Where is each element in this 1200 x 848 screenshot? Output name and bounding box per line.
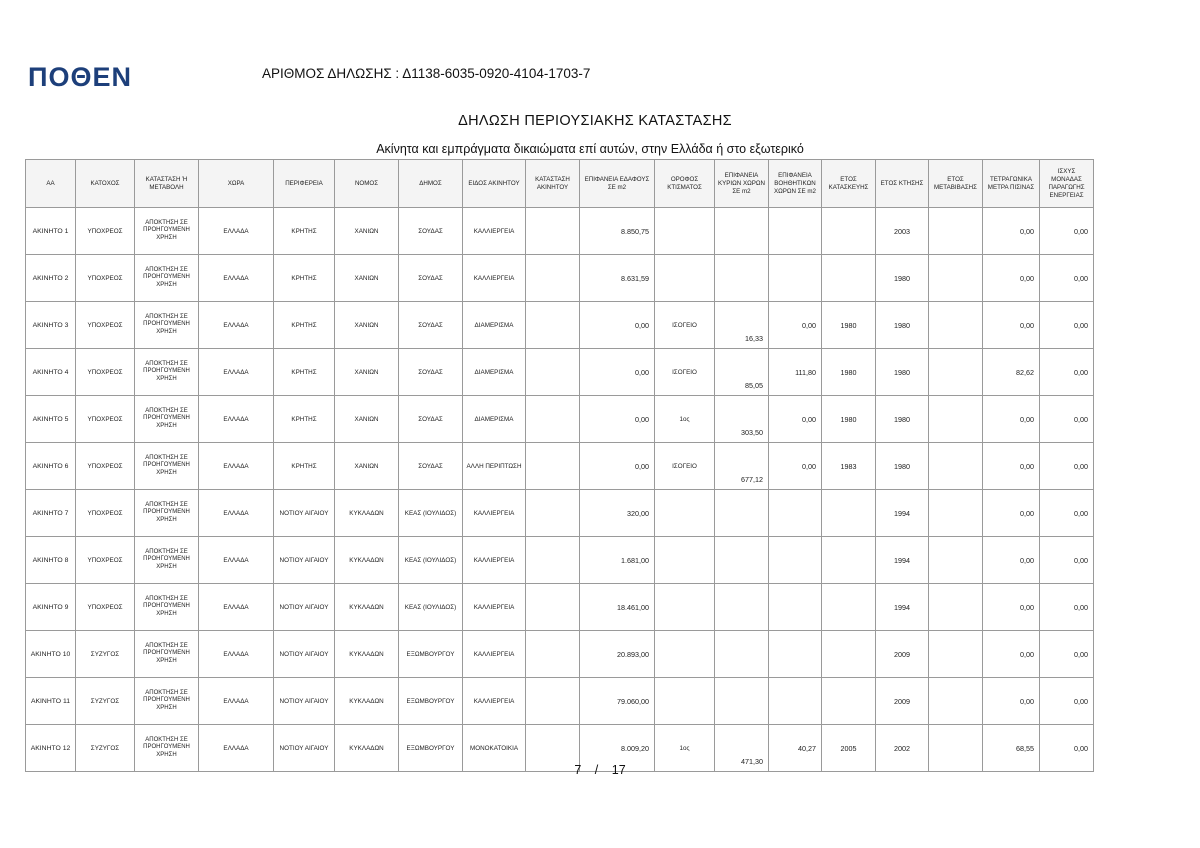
assets-table bbox=[25, 159, 1094, 772]
table-cell bbox=[822, 208, 876, 255]
page-separator: / bbox=[594, 763, 599, 777]
table-cell: ΣΟΥΔΑΣ bbox=[399, 443, 463, 490]
table-cell: ΣΥΖΥΓΟΣ bbox=[76, 631, 135, 678]
table-cell bbox=[822, 255, 876, 302]
table-cell bbox=[822, 678, 876, 725]
table-cell: 0,00 bbox=[580, 396, 655, 443]
table-cell: ΣΟΥΔΑΣ bbox=[399, 396, 463, 443]
table-cell: ΣΥΖΥΓΟΣ bbox=[76, 678, 135, 725]
table-cell: 2005 bbox=[822, 725, 876, 772]
table-cell: ΚΡΗΤΗΣ bbox=[274, 255, 335, 302]
table-cell: ΚΑΛΛΙΕΡΓΕΙΑ bbox=[463, 208, 526, 255]
table-cell bbox=[769, 255, 822, 302]
table-cell: ΑΠΟΚΤΗΣΗ ΣΕ ΠΡΟΗΓΟΥΜΕΝΗ ΧΡΗΣΗ bbox=[135, 255, 199, 302]
document-subtitle: Ακίνητα και εμπράγματα δικαιώματα επί αυτών, στην Ελλάδα ή στο εξωτερικό bbox=[376, 142, 804, 156]
table-cell bbox=[769, 208, 822, 255]
table-cell: ΝΟΤΙΟΥ ΑΙΓΑΙΟΥ bbox=[274, 725, 335, 772]
table-cell: ΑΚΙΝΗΤΟ 3 bbox=[26, 302, 76, 349]
table-cell: ΑΚΙΝΗΤΟ 7 bbox=[26, 490, 76, 537]
table-cell: 0,00 bbox=[1040, 631, 1094, 678]
table-cell bbox=[715, 678, 769, 725]
table-cell: 79.060,00 bbox=[580, 678, 655, 725]
table-cell: ΚΥΚΛΑΔΩΝ bbox=[335, 537, 399, 584]
table-cell: ΑΛΛΗ ΠΕΡΙΠΤΩΣΗ bbox=[463, 443, 526, 490]
table-cell: ΥΠΟΧΡΕΟΣ bbox=[76, 208, 135, 255]
column-header: ΕΤΟΣ ΚΑΤΑΣΚΕΥΗΣ bbox=[822, 160, 876, 208]
table-cell: ΑΠΟΚΤΗΣΗ ΣΕ ΠΡΟΗΓΟΥΜΕΝΗ ΧΡΗΣΗ bbox=[135, 490, 199, 537]
table-cell bbox=[769, 490, 822, 537]
table-cell: 0,00 bbox=[983, 678, 1040, 725]
column-header: ΚΑΤΑΣΤΑΣΗ Ή ΜΕΤΑΒΟΛΗ bbox=[135, 160, 199, 208]
table-cell: ΕΛΛΑΔΑ bbox=[199, 396, 274, 443]
table-cell bbox=[655, 490, 715, 537]
table-cell: ΙΣΟΓΕΙΟ bbox=[655, 349, 715, 396]
table-cell: ΧΑΝΙΩΝ bbox=[335, 396, 399, 443]
table-cell: 1980 bbox=[822, 302, 876, 349]
table-cell: 1980 bbox=[876, 302, 929, 349]
table-cell: ΔΙΑΜΕΡΙΣΜΑ bbox=[463, 302, 526, 349]
table-cell: ΕΛΛΑΔΑ bbox=[199, 725, 274, 772]
table-cell: 40,27 bbox=[769, 725, 822, 772]
table-cell: ΝΟΤΙΟΥ ΑΙΓΑΙΟΥ bbox=[274, 631, 335, 678]
table-cell bbox=[526, 584, 580, 631]
table-cell: ΣΟΥΔΑΣ bbox=[399, 302, 463, 349]
table-cell: 2009 bbox=[876, 678, 929, 725]
table-cell: 0,00 bbox=[1040, 584, 1094, 631]
table-cell: ΜΟΝΟΚΑΤΟΙΚΙΑ bbox=[463, 725, 526, 772]
table-cell: ΑΠΟΚΤΗΣΗ ΣΕ ΠΡΟΗΓΟΥΜΕΝΗ ΧΡΗΣΗ bbox=[135, 584, 199, 631]
page-total: 17 bbox=[611, 763, 626, 777]
table-cell: ΑΚΙΝΗΤΟ 10 bbox=[26, 631, 76, 678]
column-header: ΝΟΜΟΣ bbox=[335, 160, 399, 208]
page-current: 7 bbox=[574, 763, 582, 777]
column-header: ΙΣΧΥΣ ΜΟΝΑΔΑΣ ΠΑΡΑΓΩΓΗΣ ΕΝΕΡΓΕΙΑΣ bbox=[1040, 160, 1094, 208]
table-cell: ΥΠΟΧΡΕΟΣ bbox=[76, 443, 135, 490]
table-cell: ΕΛΛΑΔΑ bbox=[199, 255, 274, 302]
table-row bbox=[26, 631, 1094, 678]
header-row bbox=[26, 160, 1094, 208]
table-cell: 0,00 bbox=[1040, 302, 1094, 349]
table-row bbox=[26, 490, 1094, 537]
table-cell: 0,00 bbox=[580, 443, 655, 490]
column-header: ΤΕΤΡΑΓΩΝΙΚΑ ΜΕΤΡΑ ΠΙΣΙΝΑΣ bbox=[983, 160, 1040, 208]
table-cell bbox=[929, 490, 983, 537]
table-cell: ΧΑΝΙΩΝ bbox=[335, 349, 399, 396]
table-row bbox=[26, 255, 1094, 302]
table-cell: ΙΣΟΓΕΙΟ bbox=[655, 443, 715, 490]
table-cell: 0,00 bbox=[983, 302, 1040, 349]
table-row bbox=[26, 302, 1094, 349]
table-cell: ΔΙΑΜΕΡΙΣΜΑ bbox=[463, 396, 526, 443]
table-cell bbox=[526, 396, 580, 443]
table-cell: ΧΑΝΙΩΝ bbox=[335, 208, 399, 255]
table-cell: 85,05 bbox=[715, 349, 769, 396]
table-cell: 1980 bbox=[876, 349, 929, 396]
table-cell: ΙΣΟΓΕΙΟ bbox=[655, 302, 715, 349]
table-cell: ΚΕΑΣ (ΙΟΥΛΙΔΟΣ) bbox=[399, 490, 463, 537]
table-cell: ΧΑΝΙΩΝ bbox=[335, 443, 399, 490]
table-cell: ΑΚΙΝΗΤΟ 9 bbox=[26, 584, 76, 631]
table-cell: ΑΚΙΝΗΤΟ 11 bbox=[26, 678, 76, 725]
table-cell bbox=[929, 349, 983, 396]
table-cell bbox=[929, 537, 983, 584]
table-cell: ΑΠΟΚΤΗΣΗ ΣΕ ΠΡΟΗΓΟΥΜΕΝΗ ΧΡΗΣΗ bbox=[135, 631, 199, 678]
table-cell: 471,30 bbox=[715, 725, 769, 772]
logo bbox=[28, 62, 132, 93]
table-cell: 0,00 bbox=[983, 255, 1040, 302]
table-cell: ΚΥΚΛΑΔΩΝ bbox=[335, 678, 399, 725]
table-cell bbox=[526, 208, 580, 255]
table-cell bbox=[822, 631, 876, 678]
table-cell bbox=[769, 537, 822, 584]
table-cell bbox=[526, 349, 580, 396]
table-cell: ΚΥΚΛΑΔΩΝ bbox=[335, 725, 399, 772]
table-cell: 0,00 bbox=[983, 443, 1040, 490]
table-cell: 16,33 bbox=[715, 302, 769, 349]
column-header: ΚΑΤΑΣΤΑΣΗ ΑΚΙΝΗΤΟΥ bbox=[526, 160, 580, 208]
table-cell bbox=[929, 678, 983, 725]
column-header: ΟΡΟΦΟΣ ΚΤΙΣΜΑΤΟΣ bbox=[655, 160, 715, 208]
table-cell: 8.009,20 bbox=[580, 725, 655, 772]
table-cell bbox=[526, 631, 580, 678]
column-header: ΔΗΜΟΣ bbox=[399, 160, 463, 208]
table-cell: ΧΑΝΙΩΝ bbox=[335, 255, 399, 302]
column-header: ΕΤΟΣ ΜΕΤΑΒΙΒΑΣΗΣ bbox=[929, 160, 983, 208]
table-cell: ΕΞΩΜΒΟΥΡΓΟΥ bbox=[399, 631, 463, 678]
document-title: ΔΗΛΩΣΗ ΠΕΡΙΟΥΣΙΑΚΗΣ ΚΑΤΑΣΤΑΣΗΣ bbox=[458, 113, 732, 129]
table-cell bbox=[526, 302, 580, 349]
table-cell: 320,00 bbox=[580, 490, 655, 537]
table-cell: ΕΞΩΜΒΟΥΡΓΟΥ bbox=[399, 725, 463, 772]
table-cell bbox=[822, 584, 876, 631]
table-cell bbox=[526, 255, 580, 302]
table-cell: 0,00 bbox=[1040, 255, 1094, 302]
table-cell: 1ος bbox=[655, 725, 715, 772]
table-cell bbox=[769, 584, 822, 631]
table-cell: ΑΠΟΚΤΗΣΗ ΣΕ ΠΡΟΗΓΟΥΜΕΝΗ ΧΡΗΣΗ bbox=[135, 443, 199, 490]
table-cell: 111,80 bbox=[769, 349, 822, 396]
table-cell: ΕΛΛΑΔΑ bbox=[199, 443, 274, 490]
table-cell: ΝΟΤΙΟΥ ΑΙΓΑΙΟΥ bbox=[274, 678, 335, 725]
table-cell: ΕΛΛΑΔΑ bbox=[199, 631, 274, 678]
table-row bbox=[26, 678, 1094, 725]
table-cell bbox=[769, 678, 822, 725]
table-cell: ΚΑΛΛΙΕΡΓΕΙΑ bbox=[463, 631, 526, 678]
table-cell: ΑΚΙΝΗΤΟ 6 bbox=[26, 443, 76, 490]
table-cell bbox=[929, 208, 983, 255]
table-cell: ΚΑΛΛΙΕΡΓΕΙΑ bbox=[463, 678, 526, 725]
column-header: ΕΤΟΣ ΚΤΗΣΗΣ bbox=[876, 160, 929, 208]
table-cell bbox=[655, 255, 715, 302]
table-cell: ΚΑΛΛΙΕΡΓΕΙΑ bbox=[463, 490, 526, 537]
table-cell bbox=[655, 584, 715, 631]
table-cell bbox=[929, 396, 983, 443]
table-cell: ΕΛΛΑΔΑ bbox=[199, 302, 274, 349]
table-cell: 0,00 bbox=[769, 443, 822, 490]
table-cell bbox=[715, 631, 769, 678]
table-cell: ΚΕΑΣ (ΙΟΥΛΙΔΟΣ) bbox=[399, 584, 463, 631]
table-cell: ΑΠΟΚΤΗΣΗ ΣΕ ΠΡΟΗΓΟΥΜΕΝΗ ΧΡΗΣΗ bbox=[135, 725, 199, 772]
table-cell: ΕΛΛΑΔΑ bbox=[199, 678, 274, 725]
table-cell: ΥΠΟΧΡΕΟΣ bbox=[76, 537, 135, 584]
table-cell bbox=[655, 208, 715, 255]
table-cell bbox=[822, 490, 876, 537]
table-cell: 0,00 bbox=[983, 537, 1040, 584]
table-row bbox=[26, 208, 1094, 255]
table-cell: ΣΟΥΔΑΣ bbox=[399, 255, 463, 302]
table-cell bbox=[715, 584, 769, 631]
table-cell: ΚΥΚΛΑΔΩΝ bbox=[335, 584, 399, 631]
table-cell: 0,00 bbox=[1040, 678, 1094, 725]
table-cell: ΑΚΙΝΗΤΟ 1 bbox=[26, 208, 76, 255]
pagination bbox=[0, 763, 1200, 777]
table-cell: 677,12 bbox=[715, 443, 769, 490]
table-header bbox=[26, 160, 1094, 208]
table-cell: ΑΚΙΝΗΤΟ 4 bbox=[26, 349, 76, 396]
table-row bbox=[26, 349, 1094, 396]
table-cell: 1994 bbox=[876, 584, 929, 631]
table-cell: 0,00 bbox=[983, 396, 1040, 443]
table-cell: ΣΟΥΔΑΣ bbox=[399, 208, 463, 255]
table-cell: 0,00 bbox=[1040, 490, 1094, 537]
column-header: ΕΠΙΦΑΝΕΙΑ ΒΟΗΘΗΤΙΚΩΝ ΧΩΡΩΝ ΣΕ m2 bbox=[769, 160, 822, 208]
table-cell: ΣΥΖΥΓΟΣ bbox=[76, 725, 135, 772]
table-cell: 20.893,00 bbox=[580, 631, 655, 678]
table-cell: ΥΠΟΧΡΕΟΣ bbox=[76, 302, 135, 349]
table-cell: 8.631,59 bbox=[580, 255, 655, 302]
table-cell: 0,00 bbox=[1040, 537, 1094, 584]
table-cell bbox=[929, 631, 983, 678]
table-cell: 1983 bbox=[822, 443, 876, 490]
table-cell: 1980 bbox=[876, 255, 929, 302]
table-cell: ΚΡΗΤΗΣ bbox=[274, 208, 335, 255]
table-cell: ΕΛΛΑΔΑ bbox=[199, 208, 274, 255]
table-cell bbox=[655, 678, 715, 725]
table-cell bbox=[929, 255, 983, 302]
column-header: ΧΩΡΑ bbox=[199, 160, 274, 208]
table-cell: ΑΠΟΚΤΗΣΗ ΣΕ ΠΡΟΗΓΟΥΜΕΝΗ ΧΡΗΣΗ bbox=[135, 349, 199, 396]
table-cell: ΚΡΗΤΗΣ bbox=[274, 349, 335, 396]
table-cell bbox=[526, 678, 580, 725]
table-row bbox=[26, 396, 1094, 443]
column-header: ΕΙΔΟΣ ΑΚΙΝΗΤΟΥ bbox=[463, 160, 526, 208]
table-cell: ΑΚΙΝΗΤΟ 12 bbox=[26, 725, 76, 772]
table-cell bbox=[822, 537, 876, 584]
table-cell: ΣΟΥΔΑΣ bbox=[399, 349, 463, 396]
table-cell bbox=[715, 255, 769, 302]
table-cell: 1980 bbox=[822, 349, 876, 396]
table-cell: 2003 bbox=[876, 208, 929, 255]
table-cell: ΥΠΟΧΡΕΟΣ bbox=[76, 490, 135, 537]
table-cell: ΚΑΛΛΙΕΡΓΕΙΑ bbox=[463, 584, 526, 631]
table-cell: ΥΠΟΧΡΕΟΣ bbox=[76, 396, 135, 443]
table-cell: ΕΛΛΑΔΑ bbox=[199, 490, 274, 537]
table-cell: 1.681,00 bbox=[580, 537, 655, 584]
table-cell: 82,62 bbox=[983, 349, 1040, 396]
table-cell: ΚΑΛΛΙΕΡΓΕΙΑ bbox=[463, 255, 526, 302]
table-cell: 0,00 bbox=[1040, 725, 1094, 772]
declaration-number: Δ1138-6035-0920-4104-1703-7 bbox=[402, 66, 591, 81]
column-header: ΚΑΤΟΧΟΣ bbox=[76, 160, 135, 208]
table-cell: ΕΞΩΜΒΟΥΡΓΟΥ bbox=[399, 678, 463, 725]
table-cell bbox=[655, 537, 715, 584]
table-cell: 0,00 bbox=[1040, 396, 1094, 443]
table-cell bbox=[526, 443, 580, 490]
table-cell: ΚΥΚΛΑΔΩΝ bbox=[335, 631, 399, 678]
declaration-number-line bbox=[262, 66, 590, 81]
table-cell: 0,00 bbox=[580, 349, 655, 396]
table-cell: 0,00 bbox=[1040, 349, 1094, 396]
column-header: ΕΠΙΦΑΝΕΙΑ ΕΔΑΦΟΥΣ ΣΕ m2 bbox=[580, 160, 655, 208]
table-cell: ΝΟΤΙΟΥ ΑΙΓΑΙΟΥ bbox=[274, 490, 335, 537]
column-header: ΕΠΙΦΑΝΕΙΑ ΚΥΡΙΩΝ ΧΩΡΩΝ ΣΕ m2 bbox=[715, 160, 769, 208]
table-row bbox=[26, 537, 1094, 584]
declaration-label: ΑΡΙΘΜΟΣ ΔΗΛΩΣΗΣ : bbox=[262, 66, 400, 81]
table-cell: 1980 bbox=[822, 396, 876, 443]
table-cell: ΑΠΟΚΤΗΣΗ ΣΕ ΠΡΟΗΓΟΥΜΕΝΗ ΧΡΗΣΗ bbox=[135, 208, 199, 255]
table-cell: 1980 bbox=[876, 443, 929, 490]
table-cell bbox=[715, 208, 769, 255]
table-cell: ΚΡΗΤΗΣ bbox=[274, 396, 335, 443]
logo-text: ΠΟΘΕΝ bbox=[28, 62, 133, 92]
table-cell: 1ος bbox=[655, 396, 715, 443]
table-cell bbox=[929, 584, 983, 631]
table-cell: 2009 bbox=[876, 631, 929, 678]
table-cell bbox=[929, 302, 983, 349]
table-cell: 0,00 bbox=[983, 631, 1040, 678]
table-cell: ΕΛΛΑΔΑ bbox=[199, 584, 274, 631]
table-cell: ΚΡΗΤΗΣ bbox=[274, 302, 335, 349]
table-cell: 1994 bbox=[876, 537, 929, 584]
table-cell: 1994 bbox=[876, 490, 929, 537]
table-cell bbox=[715, 537, 769, 584]
table-cell: 0,00 bbox=[769, 396, 822, 443]
table-cell: ΝΟΤΙΟΥ ΑΙΓΑΙΟΥ bbox=[274, 584, 335, 631]
table-cell: ΧΑΝΙΩΝ bbox=[335, 302, 399, 349]
table-cell: 18.461,00 bbox=[580, 584, 655, 631]
table-cell: ΑΠΟΚΤΗΣΗ ΣΕ ΠΡΟΗΓΟΥΜΕΝΗ ΧΡΗΣΗ bbox=[135, 678, 199, 725]
table-cell bbox=[526, 537, 580, 584]
table-cell bbox=[715, 490, 769, 537]
table-cell: ΥΠΟΧΡΕΟΣ bbox=[76, 349, 135, 396]
table-cell bbox=[769, 631, 822, 678]
table-cell: ΝΟΤΙΟΥ ΑΙΓΑΙΟΥ bbox=[274, 537, 335, 584]
column-header: ΑΑ bbox=[26, 160, 76, 208]
table-cell: ΑΚΙΝΗΤΟ 2 bbox=[26, 255, 76, 302]
table-cell: 0,00 bbox=[1040, 208, 1094, 255]
table-cell: ΕΛΛΑΔΑ bbox=[199, 349, 274, 396]
table-cell: ΚΥΚΛΑΔΩΝ bbox=[335, 490, 399, 537]
table-cell: ΚΕΑΣ (ΙΟΥΛΙΔΟΣ) bbox=[399, 537, 463, 584]
table-cell: 8.850,75 bbox=[580, 208, 655, 255]
table-cell: ΕΛΛΑΔΑ bbox=[199, 537, 274, 584]
table-cell: ΑΚΙΝΗΤΟ 5 bbox=[26, 396, 76, 443]
table-cell: ΔΙΑΜΕΡΙΣΜΑ bbox=[463, 349, 526, 396]
table-cell: 0,00 bbox=[983, 490, 1040, 537]
table-cell: ΚΑΛΛΙΕΡΓΕΙΑ bbox=[463, 537, 526, 584]
table-cell: ΑΠΟΚΤΗΣΗ ΣΕ ΠΡΟΗΓΟΥΜΕΝΗ ΧΡΗΣΗ bbox=[135, 537, 199, 584]
table-cell: ΚΡΗΤΗΣ bbox=[274, 443, 335, 490]
table-cell: ΥΠΟΧΡΕΟΣ bbox=[76, 255, 135, 302]
table-cell: 0,00 bbox=[983, 584, 1040, 631]
table-cell: 0,00 bbox=[769, 302, 822, 349]
table-cell: 303,50 bbox=[715, 396, 769, 443]
table-cell: 0,00 bbox=[1040, 443, 1094, 490]
table-cell bbox=[655, 631, 715, 678]
table-cell: ΑΠΟΚΤΗΣΗ ΣΕ ΠΡΟΗΓΟΥΜΕΝΗ ΧΡΗΣΗ bbox=[135, 302, 199, 349]
table-cell: 0,00 bbox=[983, 208, 1040, 255]
table-cell bbox=[929, 443, 983, 490]
table-cell bbox=[526, 490, 580, 537]
table-cell: ΑΠΟΚΤΗΣΗ ΣΕ ΠΡΟΗΓΟΥΜΕΝΗ ΧΡΗΣΗ bbox=[135, 396, 199, 443]
table-cell: ΥΠΟΧΡΕΟΣ bbox=[76, 584, 135, 631]
table-cell: 2002 bbox=[876, 725, 929, 772]
column-header: ΠΕΡΙΦΕΡΕΙΑ bbox=[274, 160, 335, 208]
table-cell: 0,00 bbox=[580, 302, 655, 349]
table-cell: ΑΚΙΝΗΤΟ 8 bbox=[26, 537, 76, 584]
table-row bbox=[26, 584, 1094, 631]
table-cell: 68,55 bbox=[983, 725, 1040, 772]
table-row bbox=[26, 443, 1094, 490]
table-cell: 1980 bbox=[876, 396, 929, 443]
table-body bbox=[26, 208, 1094, 772]
